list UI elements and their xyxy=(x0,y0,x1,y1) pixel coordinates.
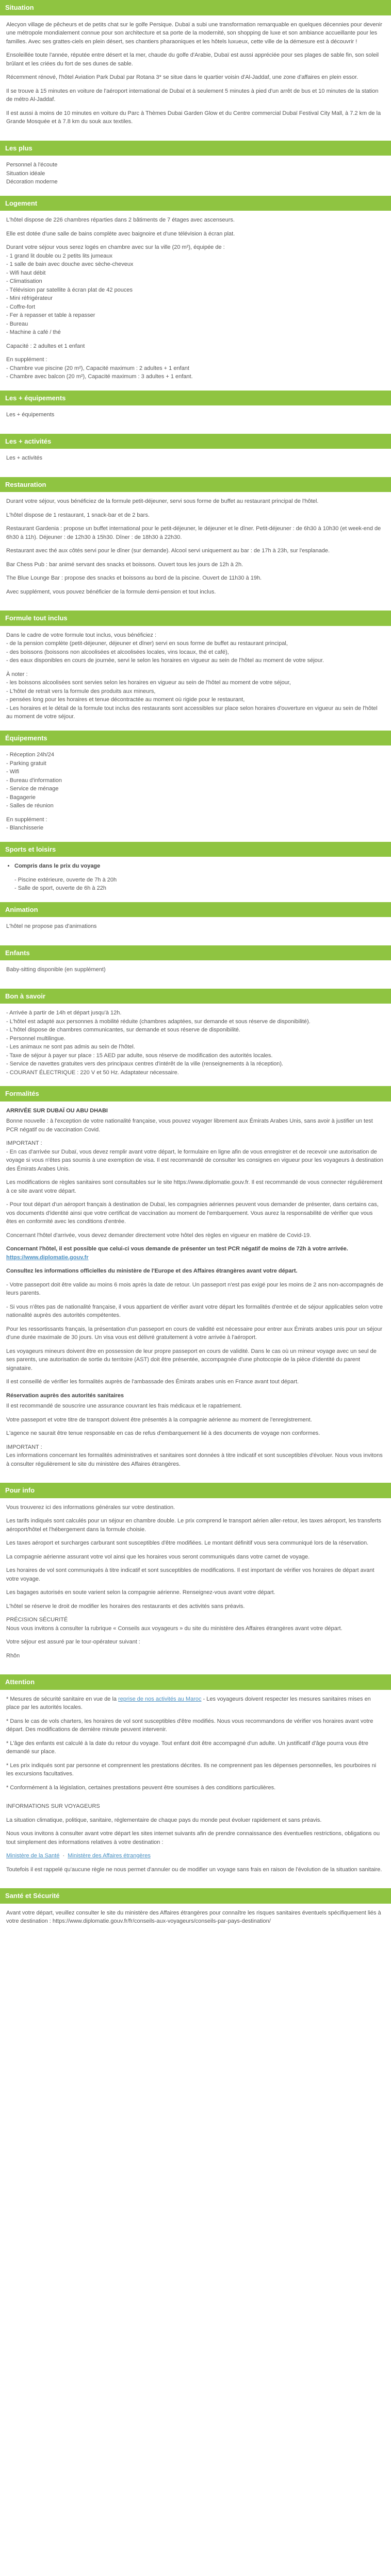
formule-p1: Dans le cadre de votre formule tout inclus, vous bénéficiez : xyxy=(6,632,157,638)
enfants-text: Baby-sitting disponible (en supplément) xyxy=(6,967,106,973)
formalites-body xyxy=(0,1101,391,1483)
formalites-p1: Bonne nouvelle : à l'exception de votre nationalité française, vous pouvez voyager librement aux Émirats Arabes Unis, sans avoir à justifier un test PCR négatif ou de vaccination Covid. xyxy=(6,1118,373,1133)
formule-header: Formule tout inclus xyxy=(0,611,391,626)
animation-body xyxy=(0,917,391,945)
situation-p3: Récemment rénové, l'hôtel Aviation Park Dubaï par Rotana 3* se situe dans le quartier voisin d'Al-Jaddaf, une zone d'affaires en plein essor. xyxy=(6,74,359,80)
formalites-p12: Votre passeport et votre titre de transport doivent être présentés à la compagnie aérienne au moment de l'enregistrement. xyxy=(6,1416,312,1423)
formalites-header: Formalités xyxy=(0,1086,391,1101)
formalites-conseil-text: Concernant l'hôtel, il est possible que celui-ci vous demande de présenter un test PCR négatif de moins de 72h à votre arrivée. xyxy=(6,1246,348,1252)
situation-p2: Ensoleillée toute l'année, réputée entre désert et la mer, chaude du golfe d'Arabie, Dubaï est aussi appréciée pour ses plages de sable fin, son soleil brûlant et les criées du fort de ses dunes de sable. xyxy=(6,52,379,67)
logement-body xyxy=(0,211,391,391)
pour-info-p9: Votre séjour est assuré par le tour-opérateur suivant : xyxy=(6,1639,140,1645)
pour-info-sub: PRÉCISION SÉCURITÉ xyxy=(6,1617,68,1623)
bon-savoir-item: - L'hôtel dispose de chambres communicantes, sur demande et sous réserve de disponibilité. xyxy=(6,1027,240,1033)
formalites-p11: Il est recommandé de souscrire une assurance couvrant les frais médicaux et le rapatriement. xyxy=(6,1403,242,1409)
sports-body xyxy=(0,857,391,902)
pour-info-p4: La compagnie aérienne assurant votre vol ainsi que les horaires vous seront communiqués dans votre carnet de voyage. xyxy=(6,1553,310,1560)
formule-body xyxy=(0,626,391,731)
attention-body xyxy=(0,1690,391,1889)
sante-header: Santé et Sécurité xyxy=(0,1888,391,1904)
attention-p1-pre: * Mesures de sécurité sanitaire en vue de la xyxy=(6,1696,119,1702)
ministere-sante-link[interactable]: Ministère de la Santé xyxy=(6,1853,60,1859)
situation-p1: Alecyon village de pêcheurs et de petits chat sur le golfe Persique. Dubaï a subi une transformation remarquable en quelques décennies pour devenir une métropole mondialement connue pour son architecture et sa porte de la modernité, son shopping de luxe et son ambiance accueillante pour les familles. Avec ses grattes-ciels en plein désert, ses chantiers pharaoniques et les hôtels luxueux, cette ville de la démesure est à découvrir ! xyxy=(6,21,382,45)
pour-info-p2: Les tarifs indiqués sont calculés pour un séjour en chambre double. Le prix comprend le transport aérien aller-retour, les taxes aéroport, les transferts aéroport/hôtel et l'hébergement dans la formule choisie. xyxy=(6,1518,381,1533)
situation-p4: Il se trouve à 15 minutes en voiture de l'aéroport international de Dubaï et à seulement 5 minutes à pied d'un arrêt de bus et 10 minutes de la station de métro Al-Jaddaf. xyxy=(6,88,379,103)
plus-item: Situation idéale xyxy=(6,170,45,177)
equipements-suppl-item: - Blanchisserie xyxy=(6,825,44,831)
plus-item: Personnel à l'écoute xyxy=(6,162,58,168)
plus-equipements-header: Les + équipements xyxy=(0,391,391,406)
bon-savoir-item: - Taxe de séjour à payer sur place : 15 AED par adulte, sous réserve de modification des autorités locales. xyxy=(6,1052,273,1059)
plus-header: Les plus xyxy=(0,141,391,156)
enfants-header: Enfants xyxy=(0,945,391,961)
equipements-header: Équipements xyxy=(0,731,391,746)
plus-activites-body xyxy=(0,449,391,477)
sante-body xyxy=(0,1904,391,1940)
formalites-conseil xyxy=(6,1245,385,1262)
attention-p5: * Conformément à la législation, certaines prestations peuvent être soumises à des conditions particulières. xyxy=(6,1784,276,1791)
formalites-p7: - Si vous n'êtes pas de nationalité française, il vous appartient de vérifier avant votre départ les formalités d'entrée et de séjour applicables selon votre nationalité auprès des autorités compétentes. xyxy=(6,1303,383,1318)
logement-item: - 1 salle de bain avec douche avec sèche-cheveux xyxy=(6,261,134,267)
plus-equipements-body xyxy=(0,405,391,434)
restauration-p3: Restaurant Gardenia : propose un buffet international pour le petit-déjeuner, le déjeuner et le dîner. Petit-déjeuner : de 6h30 à 10h30 (et week-end de 6h30 à 11h). Déjeuner : de 12h30 à 15h30. Dîner : de 18h30 à 22h30. xyxy=(6,526,381,540)
restauration-p4: Restaurant avec thé aux côtés servi pour le dîner (sur demande). Alcool servi uniquement au bar : de 17h à 23h, sur l'esplanade. xyxy=(6,548,330,554)
equipements-item: - Salles de réunion xyxy=(6,803,54,809)
sports-item: - Salle de sport, ouverte de 6h à 22h xyxy=(14,885,106,891)
bon-savoir-item: - Personnel multilingue. xyxy=(6,1035,66,1042)
bon-savoir-item: - COURANT ÉLECTRIQUE : 220 V et 50 Hz. Adaptateur nécessaire. xyxy=(6,1069,179,1076)
equipements-item: - Bagagerie xyxy=(6,794,36,801)
equipements-suppl-title: En supplément : xyxy=(6,816,47,823)
formule-note: - L'hôtel de retrait vers la formule des produits aux mineurs, xyxy=(6,688,156,694)
restauration-header: Restauration xyxy=(0,477,391,493)
formalites-important: IMPORTANT : xyxy=(6,1140,42,1146)
formalites-p14: Les informations concernant les formalités administratives et sanitaires sont données à titre indicatif et sont susceptibles d'évoluer. Nous vous invitons à consulter régulièrement le site du ministère des Affaires étrangères. xyxy=(6,1452,383,1467)
bon-savoir-body xyxy=(0,1004,391,1086)
sante-p1: Avant votre départ, veuillez consulter le site du ministère des Affaires étrangères pour connaître les risques sanitaires éventuels spécifiquement liés à votre destination : https://www.diplomatie.gouv.fr/fr/conseils-aux-voyageurs/conseils-par-pays-destination/ xyxy=(6,1909,381,1924)
logement-item: - Coffre-fort xyxy=(6,303,36,310)
restauration-p1: Durant votre séjour, vous bénéficiez de la formule petit-déjeuner, servi sous forme de buffet au restaurant principal de l'hôtel. xyxy=(6,498,319,504)
formalites-p5: Concernant l'hôtel d'arrivée, vous devez demander directement votre hôtel des règles en vigueur en matière de Covid-19. xyxy=(6,1232,312,1239)
plus-body xyxy=(0,156,391,196)
sports-included-title: • Compris dans le prix du voyage xyxy=(14,862,385,871)
attention-sub: INFORMATIONS SUR VOYAGEURS xyxy=(6,1803,100,1809)
formalites-p13: L'agence ne saurait être tenue responsable en cas de refus d'embarquement lié à des documents de voyage non conformes. xyxy=(6,1430,320,1436)
attention-header: Attention xyxy=(0,1674,391,1690)
attention-p6: La situation climatique, politique, sanitaire, réglementaire de chaque pays du monde peut évoluer rapidement et sans préavis. xyxy=(6,1817,322,1823)
logement-list-intro: Durant votre séjour vous serez logés en chambre avec sur la ville (20 m²), équipée de : xyxy=(6,244,225,250)
attention-p7: Nous vous invitons à consulter avant votre départ les sites internet suivants afin de prendre connaissance des éventuelles restrictions, obligations ou tout simplement des informations relatives à votre destination : xyxy=(6,1831,380,1845)
formule-item: - des eaux disponibles en cours de journée, servi le selon les horaires en vigueur au sein de l'hôtel au moment de votre séjour. xyxy=(6,657,324,664)
animation-header: Animation xyxy=(0,902,391,918)
pour-info-p8: Nous vous invitons à consulter la rubrique « Conseils aux voyageurs » du site du ministère des Affaires étrangères avant votre départ. xyxy=(6,1625,343,1632)
situation-body xyxy=(0,15,391,141)
pour-info-p3: Les taxes aéroport et surcharges carburant sont susceptibles d'être modifiées. Le montant définitif vous sera communiqué lors de la réservation. xyxy=(6,1540,369,1546)
formule-note: - Les horaires et le détail de la formule tout inclus des restaurants sont accessibles sur place selon horaires d'ouverture en vigueur au sein de l'hôtel au moment de votre séjour. xyxy=(6,705,378,720)
pour-info-p5: Les horaires de vol sont communiqués à titre indicatif et sont susceptibles de modifications. Il est important de vérifier vos horaires de départ avant votre voyage. xyxy=(6,1567,374,1582)
bon-savoir-item: - Service de navettes gratuites vers des principaux centres d'intérêt de la ville (renseignements à la réception). xyxy=(6,1061,284,1067)
logement-suppl-item: - Chambre vue piscine (20 m²), Capacité maximum : 2 adultes + 1 enfant xyxy=(6,365,189,371)
formalites-p6: - Votre passeport doit être valide au moins 6 mois après la date de retour. Un passeport n'est pas exigé pour les moins de 2 ans non-accompagnés de leurs parents. xyxy=(6,1281,383,1296)
logement-item: - Wifi haut débit xyxy=(6,269,46,276)
formalites-important2: IMPORTANT : xyxy=(6,1444,42,1450)
logement-item: - Climatisation xyxy=(6,278,42,284)
ministere-affaires-etrangeres-link[interactable]: Ministère des Affaires étrangères xyxy=(68,1853,151,1859)
formalites-bold-note: Consultez les informations officielles du ministère de l'Europe et des Affaires étrangères avant votre départ. xyxy=(6,1268,298,1274)
plus-equipements-text: Les + équipements xyxy=(6,412,55,418)
bon-savoir-item: - L'hôtel est adapté aux personnes à mobilité réduite (chambres adaptées, sur demande et sous réserve de disponibilité). xyxy=(6,1018,311,1025)
restauration-p6: The Blue Lounge Bar : propose des snacks et boissons au bord de la piscine. Ouvert de 11h30 à 19h. xyxy=(6,575,262,581)
sports-list xyxy=(14,862,385,871)
logement-capacity: Capacité : 2 adultes et 1 enfant xyxy=(6,343,85,349)
attention-p2: * Dans le cas de vols charters, les horaires de vol sont susceptibles d'être modifiés. Nous vous recommandons de vérifier vos horaires avant votre départ. Des modifications de dernière minute peuvent intervenir. xyxy=(6,1718,373,1733)
sports-item: - Piscine extérieure, ouverte de 7h à 20h xyxy=(14,876,117,883)
situation-header: Situation xyxy=(0,0,391,15)
enfants-body xyxy=(0,960,391,989)
equipements-body xyxy=(0,745,391,842)
logement-item: - Fer à repasser et table à repasser xyxy=(6,312,95,318)
attention-p1 xyxy=(6,1695,385,1712)
bon-savoir-header: Bon à savoir xyxy=(0,989,391,1004)
formule-note-title: À noter : xyxy=(6,671,28,677)
pour-info-body xyxy=(0,1498,391,1675)
attention-p8: Toutefois il est rappelé qu'aucune règle ne nous permet d'annuler ou de modifier un voyage sans frais en raison de l'évolution de la situation sanitaire. xyxy=(6,1866,382,1873)
pour-info-p6: Les bagages autorisés en soute varient selon la compagnie aérienne. Renseignez-vous avant votre départ. xyxy=(6,1589,275,1596)
formalites-p10: Il est conseillé de vérifier les formalités auprès de l'ambassade des Émirats arabes unis en France avant tout départ. xyxy=(6,1379,299,1385)
formalites-p8: Pour les ressortissants français, la présentation d'un passeport en cours de validité est nécessaire pour entrer aux Émirats arabes unis pour un séjour d'une durée maximale de 30 jours. Un visa vous est délivré gratuitement à votre arrivée à l'aéroport. xyxy=(6,1326,383,1341)
formalites-subtitle: ARRIVÉE SUR DUBAÏ OU ABU DHABI xyxy=(6,1107,108,1114)
attention-p1-post: - Les voyageurs doivent respecter les mesures sanitaires mises en place par les autorités locales. xyxy=(6,1696,371,1710)
logement-item: - Bureau xyxy=(6,320,28,327)
formule-note: - pensées long pour les horaires et tenue décontractée au moment où rigide pour le restaurant, xyxy=(6,697,245,703)
pour-info-p10: Rhôn xyxy=(6,1652,20,1659)
logement-item: - Mini réfrigérateur xyxy=(6,295,53,301)
formule-note: - les boissons alcoolisées sont servies selon les horaires en vigueur au sein de l'hôtel au moment de votre séjour, xyxy=(6,680,291,686)
equipements-item: - Bureau d'information xyxy=(6,777,62,784)
equipements-item: - Parking gratuit xyxy=(6,760,46,767)
plus-item: Décoration moderne xyxy=(6,179,58,185)
restauration-p2: L'hôtel dispose de 1 restaurant, 1 snack-bar et de 2 bars. xyxy=(6,512,150,518)
attention-links: Ministère de la Santé · Ministère des Affaires étrangères xyxy=(6,1853,151,1859)
attention-p4: * Les prix indiqués sont par personne et comprennent les prestations décrites. Ils ne comprennent pas les dépenses personnelles, les pourboires ni les excursions facultatives. xyxy=(6,1762,377,1777)
logement-suppl-title: En supplément : xyxy=(6,357,47,363)
formalites-p4: - Pour tout départ d'un aéroport français à destination de Dubaï, les compagnies aériennes peuvent vous demander de présenter, dans certains cas, vos documents d'identité ainsi que votre certificat de vaccination au moment de l'embarquement. Vous aurez la responsabilité de vérifier que vous êtes en conformité avec les conditions d'entrée. xyxy=(6,1201,379,1225)
formule-item: - des boissons (boissons non alcoolisées et alcoolisées locales, vins locaux, thé et café), xyxy=(6,649,229,655)
formalites-sub2: Réservation auprès des autorités sanitaires xyxy=(6,1392,124,1399)
formule-item: - de la pension complète (petit-déjeuner, déjeuner et dîner) servi en sous forme de buffet au restaurant principal, xyxy=(6,640,288,647)
animation-text: L'hôtel ne propose pas d'animations xyxy=(6,923,97,929)
logement-item: - 1 grand lit double ou 2 petits lits jumeaux xyxy=(6,252,113,259)
logement-item: - Machine à café / thé xyxy=(6,329,61,335)
restauration-body xyxy=(0,492,391,611)
situation-p5: Il est aussi à moins de 10 minutes en voiture du Parc à Thèmes Dubai Garden Glow et du Centre commercial Dubaï Festival City Mall, à 7.2 km de la Grande Mosquée et à 7.8 km du souk aux textiles. xyxy=(6,110,381,125)
logement-p1: L'hôtel dispose de 226 chambres réparties dans 2 bâtiments de 7 étages avec ascenseurs. xyxy=(6,217,235,223)
pour-info-header: Pour info xyxy=(0,1483,391,1498)
attention-reprise-link[interactable]: reprise de nos activités au Maroc xyxy=(118,1696,202,1702)
logement-item: - Télévision par satellite à écran plat de 42 pouces xyxy=(6,286,133,293)
formalites-p2: - En cas d'arrivée sur Dubaï, vous devez remplir avant votre départ, le formulaire en ligne afin de vous enregistrer et de recevoir une autorisation de voyage si vous n'êtes pas soumis à une exemption de visa. Il est recommandé de consulter les consignes en vigueur pour les voyageurs à destination des Émirats Arabes Unis. xyxy=(6,1148,383,1172)
restauration-p5: Bar Chess Pub : bar animé servant des snacks et boissons. Ouvert tous les jours de 12h à 2h. xyxy=(6,561,243,568)
equipements-item: - Wifi xyxy=(6,769,20,775)
restauration-p7: Avec supplément, vous pouvez bénéficier de la formule demi-pension et tout inclus. xyxy=(6,588,216,595)
logement-header: Logement xyxy=(0,196,391,211)
equipements-item: - Réception 24h/24 xyxy=(6,752,54,758)
formalites-p3: Les modifications de règles sanitaires sont consultables sur le site https://www.diplomatie.gouv.fr. Il est recommandé de vous connecter régulièrement à ce site avant votre départ. xyxy=(6,1179,383,1194)
pour-info-p7: L'hôtel se réserve le droit de modifier les horaires des restaurants et des activités sans préavis. xyxy=(6,1603,245,1609)
plus-activites-text: Les + activités xyxy=(6,455,43,461)
sports-header: Sports et loisirs xyxy=(0,842,391,857)
logement-suppl-item: - Chambre avec balcon (20 m²), Capacité maximum : 3 adultes + 1 enfant. xyxy=(6,374,193,380)
logement-p2: Elle est dotée d'une salle de bains complète avec baignoire et d'une télévision à écran plat. xyxy=(6,230,235,237)
equipements-item: - Service de ménage xyxy=(6,786,59,792)
bon-savoir-item: - Les animaux ne sont pas admis au sein de l'hôtel. xyxy=(6,1044,135,1050)
bon-savoir-item: - Arrivée à partir de 14h et départ jusqu'à 12h. xyxy=(6,1010,122,1016)
plus-activites-header: Les + activités xyxy=(0,434,391,449)
diplomatie-link[interactable]: https://www.diplomatie.gouv.fr xyxy=(6,1254,89,1261)
formalites-p9: Les voyageurs mineurs doivent être en possession de leur propre passeport en cours de validité. Dans le cas où un mineur voyage avec un seul de ses parents, une autorisation de sortie du territoire (AST) doit être présentée, accompagnée d'une photocopie de la pièce d'identité du parent signataire. xyxy=(6,1348,377,1371)
pour-info-p1: Vous trouverez ici des informations générales sur votre destination. xyxy=(6,1504,175,1511)
attention-p3: * L'âge des enfants est calculé à la date du retour du voyage. Tout enfant doit être accompagné d'un adulte. Un justificatif d'âge pourra vous être demandé sur place. xyxy=(6,1740,368,1755)
